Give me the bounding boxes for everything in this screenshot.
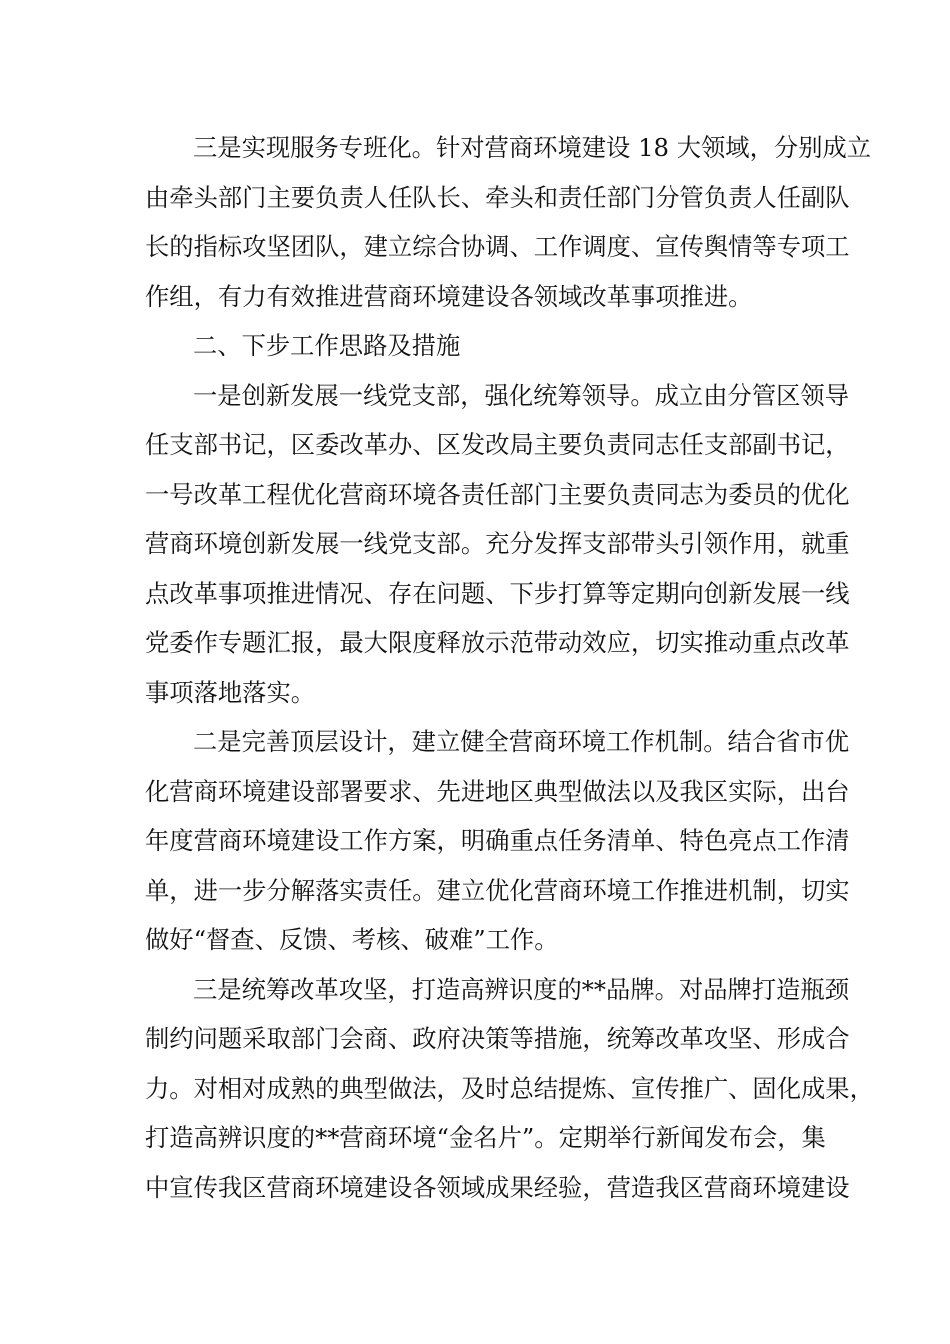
paragraph-reform-brand-line-3: 力。对相对成熟的典型做法，及时总结提炼、宣传推广、固化成果， bbox=[145, 1073, 874, 1103]
paragraph-party-branch-line-5: 点改革事项推进情况、存在问题、下步打算等定期向创新发展一线 bbox=[145, 578, 850, 608]
paragraph-service-team-line-3: 长的指标攻坚团队，建立综合协调、工作调度、宣传舆情等专项工 bbox=[145, 232, 850, 261]
paragraph-top-design-line-2: 化营商环境建设部署要求、先进地区典型做法以及我区实际，出台 bbox=[145, 776, 850, 806]
paragraph-reform-brand-line-2: 制约问题采取部门会商、政府决策等措施，统筹改革攻坚、形成合 bbox=[145, 1024, 850, 1053]
paragraph-top-design-line-3: 年度营商环境建设工作方案，明确重点任务清单、特色亮点工作清 bbox=[145, 826, 850, 855]
paragraph-party-branch-line-6: 党委作专题汇报，最大限度释放示范带动效应，切实推动重点改革 bbox=[145, 628, 850, 657]
paragraph-party-branch-line-7: 事项落地落实。 bbox=[145, 677, 316, 707]
paragraph-reform-brand-line-1: 三是统筹改革攻坚，打造高辨识度的**品牌。对品牌打造瓶颈 bbox=[193, 974, 850, 1004]
paragraph-top-design-line-1: 二是完善顶层设计，建立健全营商环境工作机制。结合省市优 bbox=[193, 727, 850, 756]
paragraph-top-design-line-5: 做好“督查、反馈、考核、破难”工作。 bbox=[145, 925, 559, 954]
paragraph-party-branch-line-1: 一是创新发展一线党支部，强化统筹领导。成立由分管区领导 bbox=[193, 380, 850, 410]
section-heading-next-steps: 二、下步工作思路及措施 bbox=[193, 331, 461, 360]
paragraph-party-branch-line-4: 营商环境创新发展一线党支部。充分发挥支部带头引领作用，就重 bbox=[145, 529, 850, 558]
paragraph-top-design-line-4: 单，进一步分解落实责任。建立优化营商环境工作推进机制，切实 bbox=[145, 875, 850, 905]
paragraph-service-team-line-2: 由牵头部门主要负责人任队长、牵头和责任部门分管负责人任副队 bbox=[145, 182, 850, 212]
paragraph-reform-brand-line-4: 打造高辨识度的**营商环境“金名片”。定期举行新闻发布会，集 bbox=[145, 1123, 826, 1152]
paragraph-party-branch-line-3: 一号改革工程优化营商环境各责任部门主要负责同志为委员的优化 bbox=[145, 479, 850, 509]
paragraph-party-branch-line-2: 任支部书记，区委改革办、区发改局主要负责同志任支部副书记， bbox=[145, 430, 850, 459]
paragraph-service-team-line-1: 三是实现服务专班化。针对营商环境建设 18 大领域，分别成立 bbox=[193, 133, 872, 162]
paragraph-reform-brand-line-5: 中宣传我区营商环境建设各领域成果经验，营造我区营商环境建设 bbox=[145, 1172, 850, 1202]
paragraph-service-team-line-4: 作组，有力有效推进营商环境建设各领域改革事项推进。 bbox=[145, 281, 753, 311]
